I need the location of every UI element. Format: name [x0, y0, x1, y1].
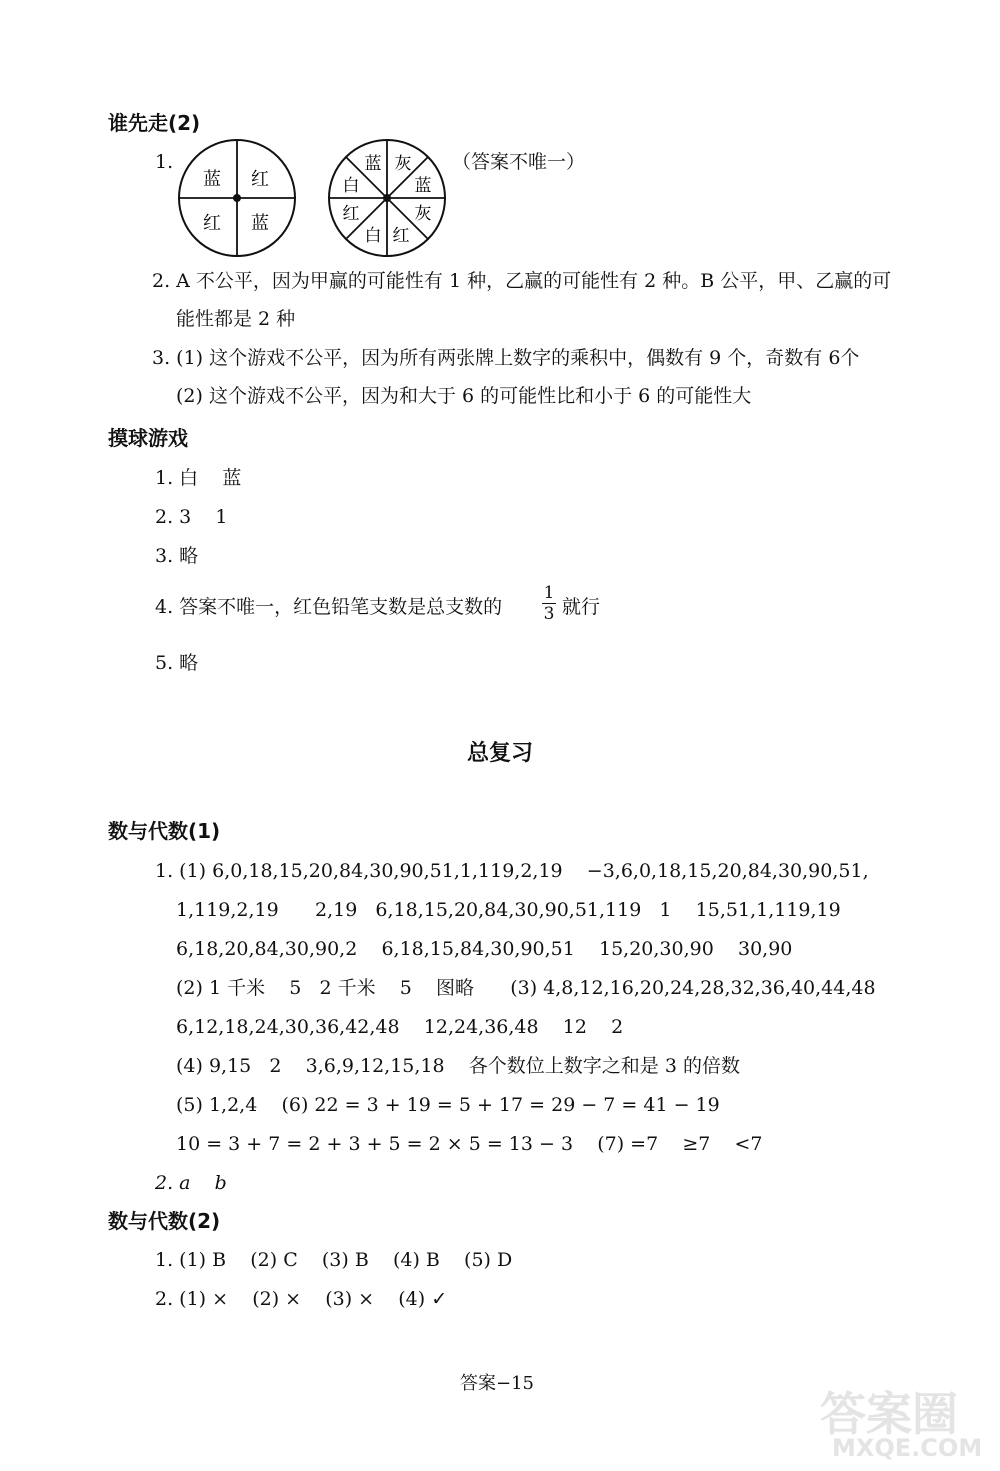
- sector-label: 红: [392, 226, 410, 246]
- page-title: 总复习: [466, 741, 533, 766]
- question-number: 1.: [155, 151, 174, 173]
- spinner-eight-sectors: [326, 137, 450, 261]
- fraction-denominator: 3: [543, 604, 555, 624]
- spinner-four-sectors: [176, 137, 300, 261]
- sector-label: 灰: [414, 204, 432, 224]
- answer-line: (2) 1 千米 5 2 千米 5 图略 (3) 4,8,12,16,20,24,28,32,36,40,44,48: [176, 977, 876, 999]
- answer-line: 2. A 不公平，因为甲赢的可能性有 1 种，乙赢的可能性有 2 种。B 公平，甲、乙赢的可: [152, 270, 892, 292]
- sector-label: 蓝: [251, 213, 269, 234]
- answer-line: 3. 略: [155, 545, 199, 567]
- answer-line: 3. (1) 这个游戏不公平，因为所有两张牌上数字的乘积中，偶数有 9 个，奇数有 6个: [152, 347, 860, 369]
- answer-line: 能性都是 2 种: [176, 308, 296, 330]
- answer-line: 1. 白 蓝: [155, 467, 242, 489]
- answer-line: 4. 答案不唯一，红色铅笔支数是总支数的: [155, 596, 503, 618]
- sector-label: 蓝: [203, 169, 221, 190]
- answer-line: 6,12,18,24,30,36,42,48 12,24,36,48 12 2: [176, 1016, 624, 1038]
- sector-label: 蓝: [364, 154, 382, 174]
- answer-note: （答案不唯一）: [452, 151, 586, 173]
- section-heading-number-algebra-2: 数与代数(2): [108, 1209, 221, 1233]
- answer-line: 1,119,2,19 2,19 6,18,15,20,84,30,90,51,119 1 15,51,1,119,19: [176, 899, 841, 921]
- sector-label: 白: [364, 226, 382, 246]
- section-heading-who-goes-first: 谁先走(2): [108, 111, 201, 135]
- answer-line: 1. (1) 6,0,18,15,20,84,30,90,51,1,119,2,19 −3,6,0,18,15,20,84,30,90,51,: [155, 860, 869, 882]
- sector-label: 灰: [394, 154, 412, 174]
- answer-line: (4) 9,15 2 3,6,9,12,15,18 各个数位上数字之和是 3 的倍数: [176, 1055, 740, 1077]
- sector-label: 蓝: [414, 176, 432, 196]
- watermark-url: MXQE.COM: [832, 1434, 983, 1462]
- answer-line: 10 = 3 + 7 = 2 + 3 + 5 = 2 × 5 = 13 − 3 (7) =7 ≥7 <7: [176, 1133, 763, 1155]
- answer-line: (5) 1,2,4 (6) 22 = 3 + 19 = 5 + 17 = 29 − 7 = 41 − 19: [176, 1094, 720, 1116]
- answer-line: 2. (1) × (2) × (3) × (4) ✓: [155, 1288, 448, 1310]
- section-heading-ball-game: 摸球游戏: [108, 426, 188, 450]
- fraction: [542, 583, 556, 624]
- answer-line: 5. 略: [155, 652, 199, 674]
- answer-line: 1. (1) B (2) C (3) B (4) B (5) D: [155, 1249, 513, 1271]
- answer-line: 2. 3 1: [155, 506, 228, 528]
- answer-line: 2. a b: [155, 1172, 227, 1194]
- page-number-label: 答案−15: [460, 1373, 534, 1394]
- watermark-logo: 答案圈: [820, 1387, 958, 1441]
- section-heading-number-algebra-1: 数与代数(1): [108, 819, 221, 843]
- sector-label: 红: [251, 169, 269, 190]
- answer-line: (2) 这个游戏不公平，因为和大于 6 的可能性比和小于 6 的可能性大: [176, 385, 752, 407]
- sector-label: 红: [203, 213, 221, 234]
- answer-line: 6,18,20,84,30,90,2 6,18,15,84,30,90,51 15,20,30,90 30,90: [176, 938, 793, 960]
- sector-label: 红: [342, 204, 360, 224]
- answer-line: 就行: [562, 596, 601, 618]
- sector-label: 白: [342, 176, 360, 196]
- fraction-numerator: 1: [543, 583, 555, 603]
